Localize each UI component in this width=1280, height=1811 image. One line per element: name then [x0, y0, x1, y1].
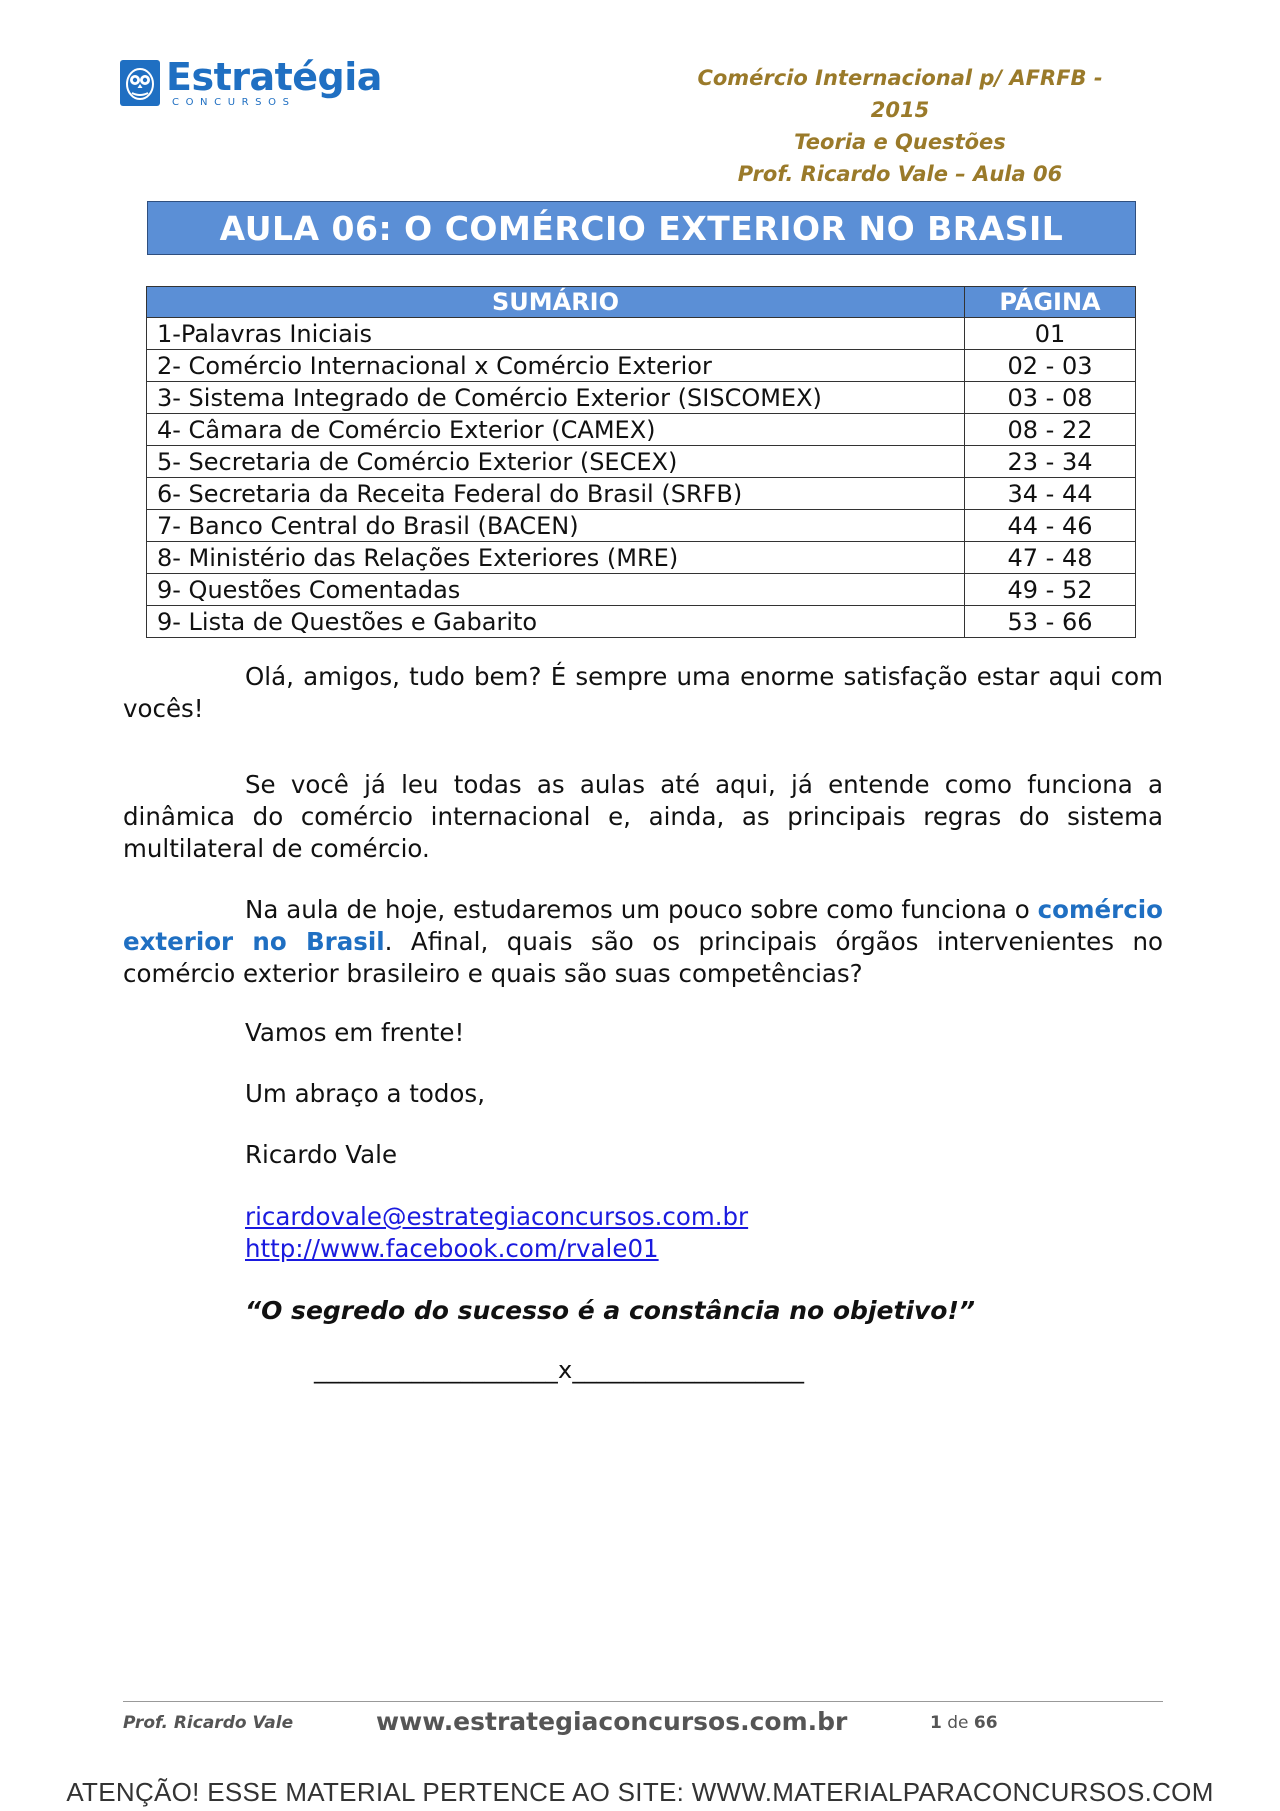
motto-quote: “O segredo do sucesso é a constância no objetivo!” [245, 1296, 975, 1325]
table-row [147, 446, 1136, 478]
page-cell: 53 - 66 [965, 606, 1136, 638]
topic-cell: 1-Palavras Iniciais [147, 318, 965, 350]
topic-cell: 8- Ministério das Relações Exteriores (MRE) [147, 542, 965, 574]
topic-cell: 2- Comércio Internacional x Comércio Exterior [147, 350, 965, 382]
greeting-line: Um abraço a todos, [245, 1079, 485, 1108]
document-header [670, 62, 1130, 190]
page-cell: 47 - 48 [965, 542, 1136, 574]
ownership-warning: ATENÇÃO! ESSE MATERIAL PERTENCE AO SITE: WWW.MATERIALPARACONCURSOS.COM [66, 1777, 1214, 1807]
summary-header-row [147, 287, 1136, 318]
closing-line: Vamos em frente! [245, 1018, 465, 1047]
context-paragraph: Se você já leu todas as aulas até aqui, já entende como funciona a dinâmica do comércio internacional e, ainda, as principais regras do sistema multilateral de comércio. [123, 770, 1163, 863]
page-cell: 02 - 03 [965, 350, 1136, 382]
topic-cell: 7- Banco Central do Brasil (BACEN) [147, 510, 965, 542]
topic-text-start: Na aula de hoje, estudaremos um pouco sobre como funciona o [245, 895, 1038, 924]
page-column-header: PÁGINA [965, 287, 1136, 318]
topic-text-end: . Afinal, quais são os principais órgãos intervenientes no comércio exterior brasileiro e quais são suas competências? [123, 927, 1163, 988]
page-of: de [947, 1713, 969, 1733]
footer-professor: Prof. Ricardo Vale [123, 1713, 294, 1733]
estrategia-logo [120, 55, 382, 108]
intro-paragraph: Olá, amigos, tudo bem? É sempre uma enorme satisfação estar aqui com vocês! [123, 662, 1163, 723]
topic-cell: 3- Sistema Integrado de Comércio Exterior (SISCOMEX) [147, 382, 965, 414]
footer-website: www.estrategiaconcursos.com.br [376, 1707, 848, 1736]
total-pages: 66 [973, 1713, 998, 1733]
table-row [147, 382, 1136, 414]
table-row [147, 574, 1136, 606]
subtitle-line: Teoria e Questões [794, 130, 1006, 154]
lesson-title: AULA 06: O COMÉRCIO EXTERIOR NO BRASIL [147, 201, 1136, 255]
table-row [147, 318, 1136, 350]
section-separator: ____________________x___________________ [314, 1356, 805, 1384]
page-cell: 03 - 08 [965, 382, 1136, 414]
logo-subtitle: CONCURSOS [172, 97, 296, 108]
email-link[interactable]: ricardovale@estrategiaconcursos.com.br [245, 1202, 749, 1231]
topic-cell: 4- Câmara de Comércio Exterior (CAMEX) [147, 414, 965, 446]
signature-name: Ricardo Vale [245, 1140, 398, 1169]
page-cell: 49 - 52 [965, 574, 1136, 606]
facebook-link[interactable]: http://www.facebook.com/rvale01 [245, 1234, 659, 1263]
topic-cell: 6- Secretaria da Receita Federal do Brasil (SRFB) [147, 478, 965, 510]
page-cell: 34 - 44 [965, 478, 1136, 510]
owl-logo-icon [120, 60, 160, 106]
footer-divider [123, 1701, 1163, 1702]
course-line: Comércio Internacional p/ AFRFB - 2015 [697, 66, 1103, 122]
table-row [147, 606, 1136, 638]
logo-name: Estratégia [166, 55, 382, 99]
table-row [147, 542, 1136, 574]
page-cell: 01 [965, 318, 1136, 350]
summary-table [146, 286, 1136, 638]
topic-cell: 9- Questões Comentadas [147, 574, 965, 606]
table-row [147, 510, 1136, 542]
professor-line: Prof. Ricardo Vale – Aula 06 [737, 162, 1063, 186]
table-row [147, 414, 1136, 446]
page-cell: 08 - 22 [965, 414, 1136, 446]
current-page: 1 [930, 1713, 942, 1733]
table-row [147, 478, 1136, 510]
page-cell: 44 - 46 [965, 510, 1136, 542]
summary-column-header: SUMÁRIO [147, 287, 965, 318]
topic-cell: 5- Secretaria de Comércio Exterior (SECEX) [147, 446, 965, 478]
page-cell: 23 - 34 [965, 446, 1136, 478]
topic-paragraph [123, 894, 1163, 990]
page-indicator [930, 1713, 998, 1733]
topic-cell: 9- Lista de Questões e Gabarito [147, 606, 965, 638]
highlighted-topic: comércio exterior no Brasil [123, 895, 1163, 956]
table-row [147, 350, 1136, 382]
